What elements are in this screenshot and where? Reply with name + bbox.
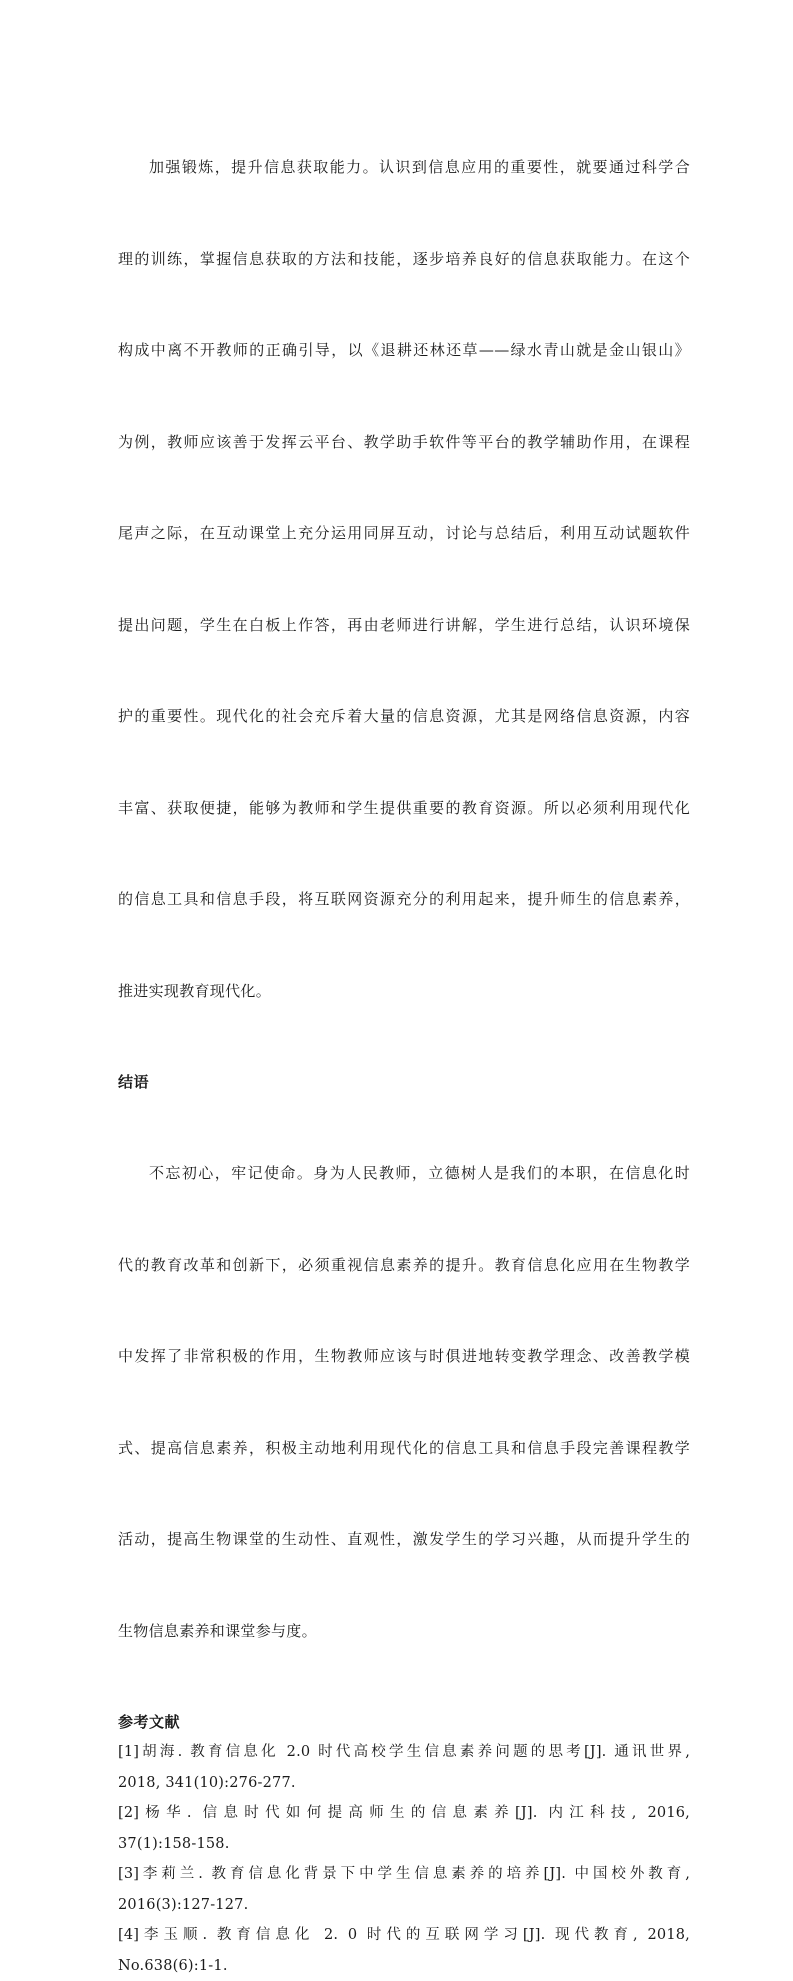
paragraph-line: 提出问题，学生在白板上作答，再由老师进行讲解，学生进行总结，认识环境保 — [118, 610, 690, 641]
reference-item — [118, 1737, 690, 1798]
reference-item — [118, 1920, 690, 1981]
reference-line: 37(1):158-158. — [118, 1829, 690, 1860]
reference-line: [4]李玉顺. 教育信息化 2. 0 时代的互联网学习[J]. 现代教育, 2018, — [118, 1920, 690, 1951]
reference-line: [2]杨华. 信息时代如何提高师生的信息素养[J]. 内江科技, 2016, — [118, 1798, 690, 1829]
paragraph-line: 理的训练，掌握信息获取的方法和技能，逐步培养良好的信息获取能力。在这个 — [118, 244, 690, 275]
body-paragraph-2 — [118, 1097, 690, 1707]
reference-line: No.638(6):1-1. — [118, 1951, 690, 1981]
reference-item — [118, 1798, 690, 1859]
paragraph-line: 推进实现教育现代化。 — [118, 976, 690, 1007]
paragraph-line: 构成中离不开教师的正确引导，以《退耕还林还草——绿水青山就是金山银山》 — [118, 335, 690, 366]
paragraph-line: 式、提高信息素养，积极主动地利用现代化的信息工具和信息手段完善课程教学 — [118, 1433, 690, 1464]
reference-line: 2018, 341(10):276-277. — [118, 1768, 690, 1799]
reference-line: 2016(3):127-127. — [118, 1890, 690, 1921]
reference-list — [118, 1737, 690, 1981]
paragraph-line: 护的重要性。现代化的社会充斥着大量的信息资源，尤其是网络信息资源，内容 — [118, 701, 690, 732]
document-page — [118, 91, 690, 1981]
paragraph-line: 为例，教师应该善于发挥云平台、教学助手软件等平台的教学辅助作用，在课程 — [118, 427, 690, 458]
paragraph-line: 丰富、获取便捷，能够为教师和学生提供重要的教育资源。所以必须利用现代化 — [118, 793, 690, 824]
paragraph-line: 加强锻炼，提升信息获取能力。认识到信息应用的重要性，就要通过科学合 — [118, 152, 690, 183]
paragraph-line: 活动，提高生物课堂的生动性、直观性，激发学生的学习兴趣，从而提升学生的 — [118, 1524, 690, 1555]
reference-line: [3]李莉兰. 教育信息化背景下中学生信息素养的培养[J]. 中国校外教育, — [118, 1859, 690, 1890]
body-paragraph-1 — [118, 91, 690, 1067]
paragraph-line: 的信息工具和信息手段，将互联网资源充分的利用起来，提升师生的信息素养， — [118, 884, 690, 915]
paragraph-line: 不忘初心，牢记使命。身为人民教师，立德树人是我们的本职，在信息化时 — [118, 1158, 690, 1189]
reference-line: [1]胡海. 教育信息化 2.0 时代高校学生信息素养问题的思考[J]. 通讯世界, — [118, 1737, 690, 1768]
references-heading: 参考文献 — [118, 1707, 690, 1737]
conclusion-heading: 结语 — [118, 1067, 690, 1097]
paragraph-line: 代的教育改革和创新下，必须重视信息素养的提升。教育信息化应用在生物教学 — [118, 1250, 690, 1281]
reference-item — [118, 1859, 690, 1920]
paragraph-line: 尾声之际，在互动课堂上充分运用同屏互动，讨论与总结后，利用互动试题软件 — [118, 518, 690, 549]
paragraph-line: 生物信息素养和课堂参与度。 — [118, 1616, 690, 1647]
paragraph-line: 中发挥了非常积极的作用，生物教师应该与时俱进地转变教学理念、改善教学模 — [118, 1341, 690, 1372]
